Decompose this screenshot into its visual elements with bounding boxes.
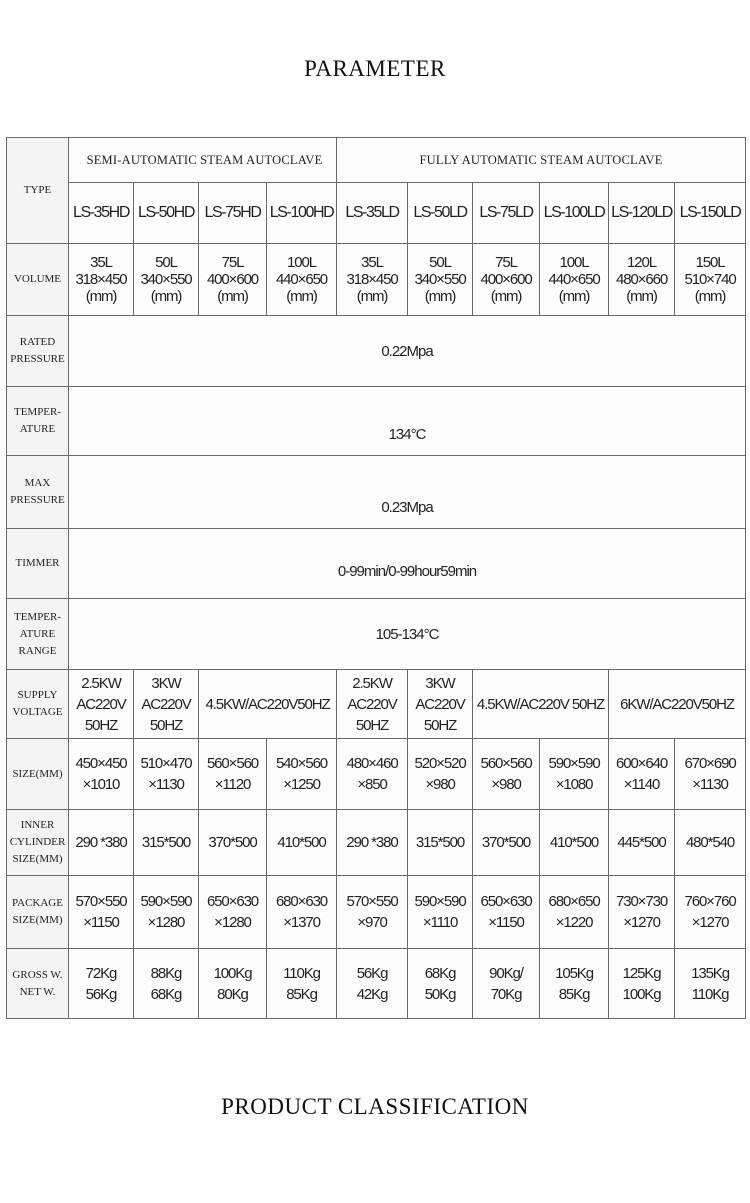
temperature-value: 134°C	[69, 387, 746, 456]
volume-cell: 50L 340×550 (mm)	[408, 244, 473, 316]
parameter-title: PARAMETER	[304, 56, 446, 81]
model-cell: LS-35HD	[69, 183, 134, 244]
timer-label: TIMMER	[7, 529, 69, 599]
supply-voltage-cell: 4.5KW/AC220V50HZ	[199, 670, 337, 739]
volume-cell: 150L 510×740 (mm)	[675, 244, 746, 316]
inner-cylinder-cell: 410*500	[540, 810, 609, 876]
weight-cell: 88Kg 68Kg	[134, 949, 199, 1019]
supply-voltage-label: SUPPLY VOLTAGE	[7, 670, 69, 739]
fully-automatic-group-header: FULLY AUTOMATIC STEAM AUTOCLAVE	[337, 138, 746, 183]
size-cell: 590×590 ×1080	[540, 739, 609, 810]
inner-cylinder-row	[7, 810, 746, 876]
rated-pressure-row	[7, 316, 746, 387]
weight-cell: 56Kg 42Kg	[337, 949, 408, 1019]
volume-cell: 35L 318×450 (mm)	[69, 244, 134, 316]
volume-cell: 100L 440×650 (mm)	[267, 244, 337, 316]
volume-cell: 35L 318×450 (mm)	[337, 244, 408, 316]
volume-cell: 75L 400×600 (mm)	[199, 244, 267, 316]
volume-cell: 100L 440×650 (mm)	[540, 244, 609, 316]
inner-cylinder-cell: 370*500	[199, 810, 267, 876]
model-cell: LS-50HD	[134, 183, 199, 244]
volume-cell: 75L 400×600 (mm)	[473, 244, 540, 316]
weight-label: GROSS W. NET W.	[7, 949, 69, 1019]
model-cell: LS-75LD	[473, 183, 540, 244]
package-size-cell: 760×760 ×1270	[675, 876, 746, 949]
max-pressure-label: MAX PRESSURE	[7, 456, 69, 529]
type-label: TYPE	[7, 138, 69, 244]
volume-label: VOLUME	[7, 244, 69, 316]
size-cell: 510×470 ×1130	[134, 739, 199, 810]
supply-voltage-row	[7, 670, 746, 739]
model-cell: LS-120LD	[609, 183, 675, 244]
weight-cell: 110Kg 85Kg	[267, 949, 337, 1019]
supply-voltage-cell: 2.5KW AC220V 50HZ	[69, 670, 134, 739]
max-pressure-value: 0.23Mpa	[69, 456, 746, 529]
package-size-label: PACKAGE SIZE(MM)	[7, 876, 69, 949]
temperature-range-label: TEMPER- ATURE RANGE	[7, 599, 69, 670]
product-classification-title: PRODUCT CLASSIFICATION	[221, 1094, 529, 1119]
package-size-cell: 570×550 ×970	[337, 876, 408, 949]
model-row	[7, 183, 746, 244]
volume-row	[7, 244, 746, 316]
semi-automatic-group-header: SEMI-AUTOMATIC STEAM AUTOCLAVE	[69, 138, 337, 183]
size-cell: 520×520 ×980	[408, 739, 473, 810]
model-cell: LS-35LD	[337, 183, 408, 244]
temperature-label: TEMPER- ATURE	[7, 387, 69, 456]
inner-cylinder-cell: 410*500	[267, 810, 337, 876]
inner-cylinder-cell: 315*500	[408, 810, 473, 876]
timer-value: 0-99min/0-99hour59min	[69, 529, 746, 599]
inner-cylinder-cell: 290 *380	[337, 810, 408, 876]
volume-cell: 120L 480×660 (mm)	[609, 244, 675, 316]
timer-row	[7, 529, 746, 599]
volume-cell: 50L 340×550 (mm)	[134, 244, 199, 316]
size-cell: 560×560 ×1120	[199, 739, 267, 810]
size-row	[7, 739, 746, 810]
weight-cell: 135Kg 110Kg	[675, 949, 746, 1019]
weight-cell: 90Kg/ 70Kg	[473, 949, 540, 1019]
size-cell: 600×640 ×1140	[609, 739, 675, 810]
parameter-table	[6, 137, 746, 1019]
inner-cylinder-label: INNER CYLINDER SIZE(MM)	[7, 810, 69, 876]
size-label: SIZE(MM)	[7, 739, 69, 810]
size-cell: 670×690 ×1130	[675, 739, 746, 810]
package-size-row	[7, 876, 746, 949]
weight-cell: 125Kg 100Kg	[609, 949, 675, 1019]
model-cell: LS-50LD	[408, 183, 473, 244]
size-cell: 450×450 ×1010	[69, 739, 134, 810]
weight-cell: 68Kg 50Kg	[408, 949, 473, 1019]
weight-cell: 72Kg 56Kg	[69, 949, 134, 1019]
supply-voltage-cell: 4.5KW/AC220V 50HZ	[473, 670, 609, 739]
size-cell: 480×460 ×850	[337, 739, 408, 810]
rated-pressure-label: RATED PRESSURE	[7, 316, 69, 387]
supply-voltage-cell: 3KW AC220V 50HZ	[408, 670, 473, 739]
temperature-range-value: 105-134°C	[69, 599, 746, 670]
inner-cylinder-cell: 480*540	[675, 810, 746, 876]
temperature-row	[7, 387, 746, 456]
model-cell: LS-100LD	[540, 183, 609, 244]
inner-cylinder-cell: 290 *380	[69, 810, 134, 876]
inner-cylinder-cell: 370*500	[473, 810, 540, 876]
package-size-cell: 590×590 ×1280	[134, 876, 199, 949]
model-cell: LS-75HD	[199, 183, 267, 244]
size-cell: 560×560 ×980	[473, 739, 540, 810]
rated-pressure-value: 0.22Mpa	[69, 316, 746, 387]
supply-voltage-cell: 3KW AC220V 50HZ	[134, 670, 199, 739]
weight-cell: 100Kg 80Kg	[199, 949, 267, 1019]
package-size-cell: 650×630 ×1280	[199, 876, 267, 949]
model-cell: LS-100HD	[267, 183, 337, 244]
package-size-cell: 650×630 ×1150	[473, 876, 540, 949]
inner-cylinder-cell: 445*500	[609, 810, 675, 876]
weight-cell: 105Kg 85Kg	[540, 949, 609, 1019]
package-size-cell: 730×730 ×1270	[609, 876, 675, 949]
type-header-row	[7, 138, 746, 183]
size-cell: 540×560 ×1250	[267, 739, 337, 810]
supply-voltage-cell: 2.5KW AC220V 50HZ	[337, 670, 408, 739]
supply-voltage-cell: 6KW/AC220V50HZ	[609, 670, 746, 739]
inner-cylinder-cell: 315*500	[134, 810, 199, 876]
temperature-range-row	[7, 599, 746, 670]
package-size-cell: 680×630 ×1370	[267, 876, 337, 949]
weight-row	[7, 949, 746, 1019]
package-size-cell: 680×650 ×1220	[540, 876, 609, 949]
package-size-cell: 570×550 ×1150	[69, 876, 134, 949]
max-pressure-row	[7, 456, 746, 529]
package-size-cell: 590×590 ×1110	[408, 876, 473, 949]
model-cell: LS-150LD	[675, 183, 746, 244]
